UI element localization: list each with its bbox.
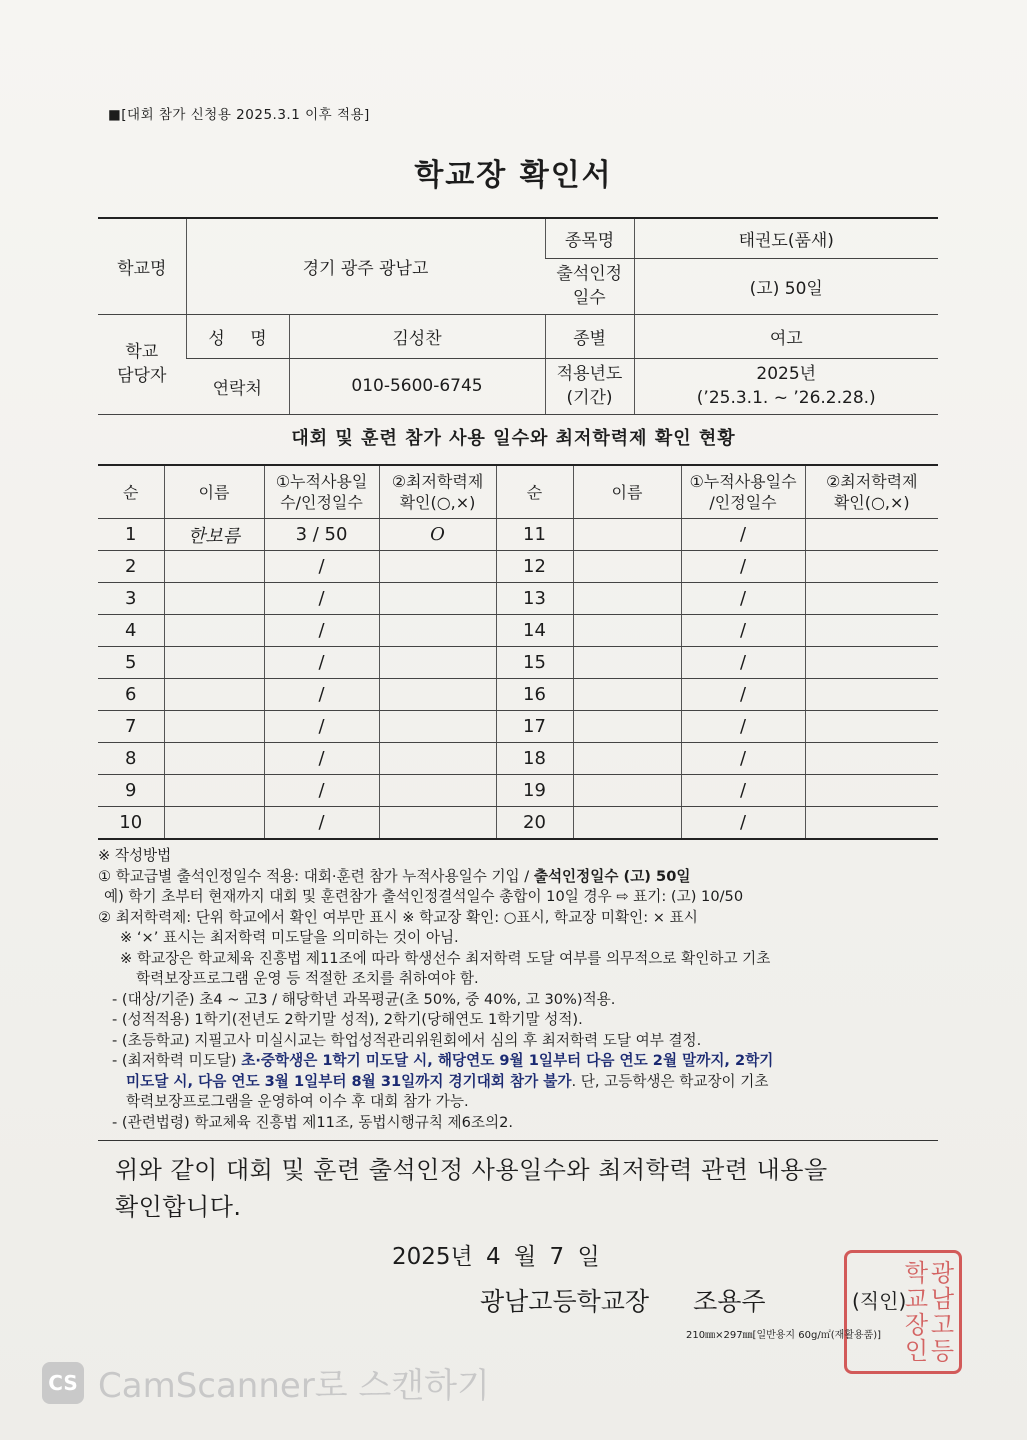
cell-days: / — [681, 679, 805, 711]
cell-name — [573, 679, 681, 711]
cell-num: 3 — [98, 583, 164, 615]
table-row — [98, 647, 938, 679]
confirmation-statement — [115, 1152, 935, 1226]
seal-text: 광남고등학교장인 — [900, 1260, 954, 1364]
cell-academic-check — [379, 711, 496, 743]
cell-academic-check — [805, 519, 938, 551]
cell-days: / — [681, 551, 805, 583]
detail-unmet-emphasis-2: 미도달 시, 다음 연도 3월 1일부터 8월 31일까지 경기대회 참가 불가 — [126, 1072, 572, 1090]
cell-name — [573, 551, 681, 583]
attendance-days-label-line1: 출석인정 — [556, 264, 623, 284]
cell-name — [573, 711, 681, 743]
cell-days: / — [681, 615, 805, 647]
instruction-2-note-b: ※ 학교장은 학교체육 진흥법 제11조에 따라 학생선수 최저학력 도달 여부를 의무적으로 확인하고 기초 — [120, 949, 771, 967]
form-version-tag: ■[대회 참가 신청용 2025.3.1 이후 적용] — [108, 107, 370, 123]
cell-days: / — [264, 743, 379, 775]
staff-label-line2: 담당자 — [117, 366, 167, 386]
cell-academic-check — [379, 647, 496, 679]
detail-unmet-cont-2: 학력보장프로그램을 운영하여 이수 후 대회 참가 가능. — [126, 1093, 469, 1110]
cell-name — [573, 647, 681, 679]
table-row — [98, 807, 938, 840]
table-row — [98, 679, 938, 711]
header-days-line2: /인정일수 — [709, 493, 777, 512]
cell-name — [164, 551, 264, 583]
detail-law: - (관련법령) 학교체육 진흥법 제11조, 동법시행규칙 제6조의2. — [112, 1113, 514, 1131]
gender-label: 종별 — [545, 314, 634, 358]
cell-num: 9 — [98, 775, 164, 807]
instruction-1-example: 예) 학기 초부터 현재까지 대회 및 훈련참가 출석인정결석일수 총합이 10일 경우 ⇨ 표기: (고) 10/50 — [104, 888, 744, 905]
participation-table — [98, 464, 938, 840]
cell-days: / — [681, 775, 805, 807]
cell-academic-check — [379, 551, 496, 583]
cell-name — [164, 615, 264, 647]
confirmation-line2: 확인합니다. — [115, 1193, 242, 1221]
staff-name-label: 성 명 — [186, 314, 289, 358]
cell-num: 15 — [496, 647, 573, 679]
cell-name — [573, 583, 681, 615]
cell-days: / — [681, 807, 805, 840]
sport-label: 종목명 — [545, 218, 634, 258]
cell-academic-check — [379, 583, 496, 615]
year-value-line2: (’25.3.1. ~ ’26.2.28.) — [696, 388, 876, 408]
cell-academic-check — [379, 743, 496, 775]
cell-days: / — [681, 519, 805, 551]
cell-academic-check — [805, 583, 938, 615]
header-academic-line1: ②최저학력제 — [825, 472, 918, 491]
cell-days: / — [681, 743, 805, 775]
cell-name — [573, 775, 681, 807]
header-days-line1: ①누적사용일 — [275, 472, 368, 491]
year-label-line1: 적용년도 — [556, 364, 623, 384]
instruction-2-note-b-cont: 학력보장프로그램 운영 등 적절한 조치를 취하여야 함. — [136, 970, 479, 987]
contact-value: 010-5600-6745 — [289, 358, 545, 414]
header-num: 순 — [98, 465, 164, 519]
cell-days: / — [264, 679, 379, 711]
header-days — [264, 465, 379, 519]
contact-label: 연락처 — [186, 358, 289, 414]
year-label-line2: (기간) — [566, 388, 613, 408]
cell-days: / — [264, 807, 379, 840]
signature-date: 2025년 4 월 7 일 — [392, 1244, 600, 1270]
divider — [98, 1140, 938, 1141]
instructions-heading: ※ 작성방법 — [98, 847, 172, 864]
detail-target: - (대상/기준) 초4 ~ 고3 / 해당학년 과목평균(초 50%, 중 40%, 고 30%)적용. — [112, 990, 616, 1008]
cell-num: 1 — [98, 519, 164, 551]
cell-num: 17 — [496, 711, 573, 743]
header-name: 이름 — [164, 465, 264, 519]
cell-academic-check — [805, 647, 938, 679]
attendance-days-value: (고) 50일 — [634, 258, 938, 314]
school-name-label: 학교명 — [98, 218, 186, 314]
principal-signature — [480, 1282, 766, 1318]
cell-num: 2 — [98, 551, 164, 583]
cell-name — [164, 679, 264, 711]
cell-academic-check — [805, 615, 938, 647]
table-row — [98, 743, 938, 775]
cell-days: / — [264, 711, 379, 743]
header-num: 순 — [496, 465, 573, 519]
instruction-1-emphasis: 출석인정일수 (고) 50일 — [533, 867, 691, 885]
confirmation-line1: 위와 같이 대회 및 훈련 출석인정 사용일수와 최저학력 관련 내용을 — [115, 1156, 828, 1184]
detail-grades: - (성적적용) 1학기(전년도 2학기말 성적), 2학기(당해연도 1학기말 성적). — [112, 1011, 583, 1028]
document-title: 학교장 확인서 — [414, 158, 613, 193]
attendance-days-label — [545, 258, 634, 314]
cell-name — [164, 775, 264, 807]
table-row — [98, 711, 938, 743]
year-value-line1: 2025년 — [756, 364, 817, 384]
school-name-value: 경기 광주 광남고 — [186, 218, 545, 314]
cell-academic-check — [805, 775, 938, 807]
cell-num: 7 — [98, 711, 164, 743]
cell-days: / — [264, 583, 379, 615]
paper-spec: 210㎜×297㎜[일반용지 60g/㎡(재활용품)] — [686, 1330, 882, 1341]
cell-name — [164, 647, 264, 679]
cell-days: / — [681, 583, 805, 615]
cell-num: 10 — [98, 807, 164, 840]
gender-value: 여고 — [634, 314, 938, 358]
cell-academic-check — [805, 807, 938, 840]
cell-academic-check — [379, 615, 496, 647]
cell-name: 한보름 — [164, 519, 264, 551]
detail-unmet-emphasis: 초·중학생은 1학기 미도달 시, 해당연도 9월 1일부터 다음 연도 2월 말까지, 2학기 — [241, 1052, 774, 1069]
seal-label: (직인) — [852, 1289, 907, 1313]
cell-academic-check — [805, 679, 938, 711]
cell-num: 11 — [496, 519, 573, 551]
staff-label — [98, 314, 186, 414]
cell-academic-check — [805, 743, 938, 775]
cell-days: / — [264, 647, 379, 679]
header-academic-line2: 확인(○,×) — [833, 493, 910, 512]
staff-label-line1: 학교 — [125, 342, 159, 362]
header-name: 이름 — [573, 465, 681, 519]
table-row — [98, 583, 938, 615]
cell-name — [164, 711, 264, 743]
detail-unmet-label: - (최저학력 미도달) — [112, 1052, 242, 1069]
cell-num: 19 — [496, 775, 573, 807]
watermark-text: CamScanner로 스캔하기 — [98, 1366, 490, 1406]
cell-name — [164, 583, 264, 615]
camscanner-logo-icon: CS — [42, 1362, 84, 1404]
cell-num: 5 — [98, 647, 164, 679]
table-row — [98, 519, 938, 551]
cell-academic-check: O — [379, 519, 496, 551]
cell-num: 8 — [98, 743, 164, 775]
cell-academic-check — [379, 807, 496, 840]
header-academic-line1: ②최저학력제 — [391, 472, 484, 491]
table-header-row — [98, 465, 938, 519]
header-days — [681, 465, 805, 519]
table-row — [98, 615, 938, 647]
detail-unmet-text: . 단, 고등학생은 학교장이 기초 — [571, 1072, 769, 1090]
cell-academic-check — [379, 679, 496, 711]
cell-name — [164, 807, 264, 840]
cell-num: 13 — [496, 583, 573, 615]
cell-academic-check — [379, 775, 496, 807]
cell-name — [573, 807, 681, 840]
sport-value: 태권도(품새) — [634, 218, 938, 258]
cell-days: / — [264, 775, 379, 807]
principal-name: 조용주 — [693, 1287, 766, 1316]
instruction-2-note-a: ※ ‘×’ 표시는 최저학력 미도달을 의미하는 것이 아님. — [120, 929, 459, 946]
cell-num: 6 — [98, 679, 164, 711]
cell-num: 14 — [496, 615, 573, 647]
instructions — [98, 846, 938, 1133]
staff-name-value: 김성찬 — [289, 314, 545, 358]
detail-unmet-cont — [98, 1072, 938, 1093]
header-academic-line2: 확인(○,×) — [399, 493, 476, 512]
cell-days: / — [264, 551, 379, 583]
detail-unmet — [98, 1051, 938, 1072]
instruction-1-text: ① 학교급별 출석인정일수 적용: 대회·훈련 참가 누적사용일수 기입 / — [98, 867, 534, 885]
instruction-2: ② 최저학력제: 단위 학교에서 확인 여부만 표시 ※ 학교장 확인: ○표시, 학교장 미확인: × 표시 — [98, 908, 698, 926]
cell-num: 18 — [496, 743, 573, 775]
status-subtitle: 대회 및 훈련 참가 사용 일수와 최저학력제 확인 현황 — [291, 428, 736, 449]
cell-num: 4 — [98, 615, 164, 647]
header-academic — [379, 465, 496, 519]
cell-name — [573, 615, 681, 647]
cell-days: / — [681, 711, 805, 743]
attendance-days-label-line2: 일수 — [572, 288, 606, 308]
cell-num: 16 — [496, 679, 573, 711]
cell-days: / — [264, 615, 379, 647]
detail-elementary: - (초등학교) 지필고사 미실시교는 학업성적관리위원회에서 심의 후 최저학력 도달 여부 결정. — [112, 1031, 702, 1049]
cell-academic-check — [805, 711, 938, 743]
cell-name — [164, 743, 264, 775]
year-value — [634, 358, 938, 414]
cell-academic-check — [805, 551, 938, 583]
cell-num: 12 — [496, 551, 573, 583]
year-label — [545, 358, 634, 414]
table-row — [98, 551, 938, 583]
cell-days: / — [681, 647, 805, 679]
table-row — [98, 775, 938, 807]
header-academic — [805, 465, 938, 519]
cell-name — [573, 743, 681, 775]
cell-name — [573, 519, 681, 551]
header-days-line2: 수/인정일수 — [280, 493, 363, 512]
cell-days: 3 / 50 — [264, 519, 379, 551]
header-days-line1: ①누적사용일수 — [689, 472, 797, 491]
camscanner-watermark — [42, 1358, 490, 1407]
school-info-table — [98, 217, 938, 415]
instruction-1 — [98, 867, 938, 888]
cell-num: 20 — [496, 807, 573, 840]
principal-title: 광남고등학교장 — [480, 1287, 650, 1316]
